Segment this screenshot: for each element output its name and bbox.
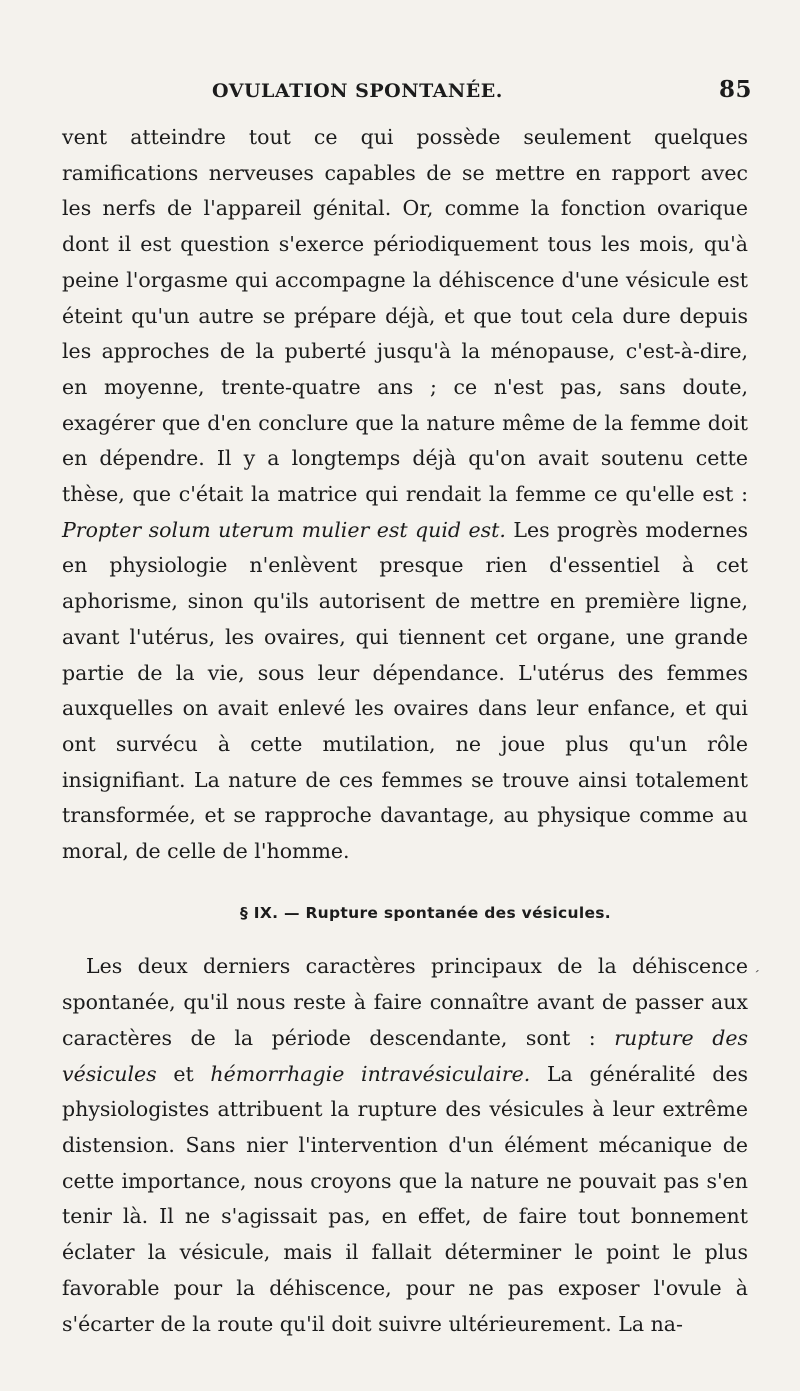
paragraph-1-text-b: Les progrès modernes en physiologie n'enlèvent presque rien d'essentiel à cet aphorisme, sinon qu'ils autorisent de mettre en première ligne, avant l'utérus, les ovaires, qui tiennent cet organe, une grande partie de la vie, sous leur dépendance. L'utérus des femmes auxquelles on avait enlevé les ovaires dans leur enfance, et qui ont survécu à cette mutilation, ne joue plus qu'un rôle insignifiant. La nature de ces femmes se trouve ainsi totalement transformée, et se rapproche davantage, au physique comme au moral, de celle de l'homme. [62, 517, 749, 864]
running-head [62, 76, 752, 106]
paragraph-2-text-b: La généralité des physiologistes attribuent la rupture des vésicules à leur extrême distension. Sans nier l'intervention d'un élément mécanique de cette importance, nous croyons que la nature ne pouvait pas s'en tenir là. Il ne s'agissait pas, en effet, de faire tout bonnement éclater la vésicule, mais il fallait déterminer le point le plus favorable pour la déhiscence, pour ne pas exposer l'ovule à s'écarter de la route qu'il doit suivre ultérieurement. La na- [62, 1061, 748, 1336]
term-rupture: rupture des vésicules [62, 1025, 748, 1086]
term-hemorrhagie: hémorrhagie intravésiculaire. [210, 1061, 531, 1086]
paragraph-2 [62, 949, 748, 1342]
paragraph-1-text-a: vent atteindre tout ce qui possède seulement quelques ramifications nerveuses capables de se mettre en rapport avec les nerfs de l'appareil génital. Or, comme la fonction ovarique dont il est question s'exerce périodiquement tous les mois, qu'à peine l'orgasme qui accompagne la déhiscence d'une vésicule est éteint qu'un autre se prépare déjà, et que tout cela dure depuis les approches de la puberté jusqu'à la ménopause, c'est-à-dire, en moyenne, trente-quatre ans ; ce n'est pas, sans doute, exagérer que d'en conclure que la nature même de la femme doit en dépendre. Il y a longtemps déjà qu'on avait soutenu cette thèse, que c'était la matrice qui rendait la femme ce qu'elle est : [62, 125, 748, 507]
book-page [62, 76, 752, 1342]
body-text [62, 120, 748, 1342]
page-number: 85 [718, 76, 752, 103]
margin-mark: ′ [751, 967, 760, 985]
paragraph-1 [62, 120, 748, 870]
latin-quote: Propter solum uterum mulier est quid est. [62, 517, 506, 542]
paragraph-2-text-a: Les deux derniers caractères principaux de la déhiscence spontanée, qu'il nous reste à faire connaître avant de passer aux caractères de la période descendante, sont : [62, 954, 748, 1050]
section-heading: § IX. — Rupture spontanée des vésicules. [240, 903, 611, 922]
paragraph-2-and: et [156, 1061, 211, 1086]
running-head-title: OVULATION SPONTANÉE. [212, 80, 503, 102]
